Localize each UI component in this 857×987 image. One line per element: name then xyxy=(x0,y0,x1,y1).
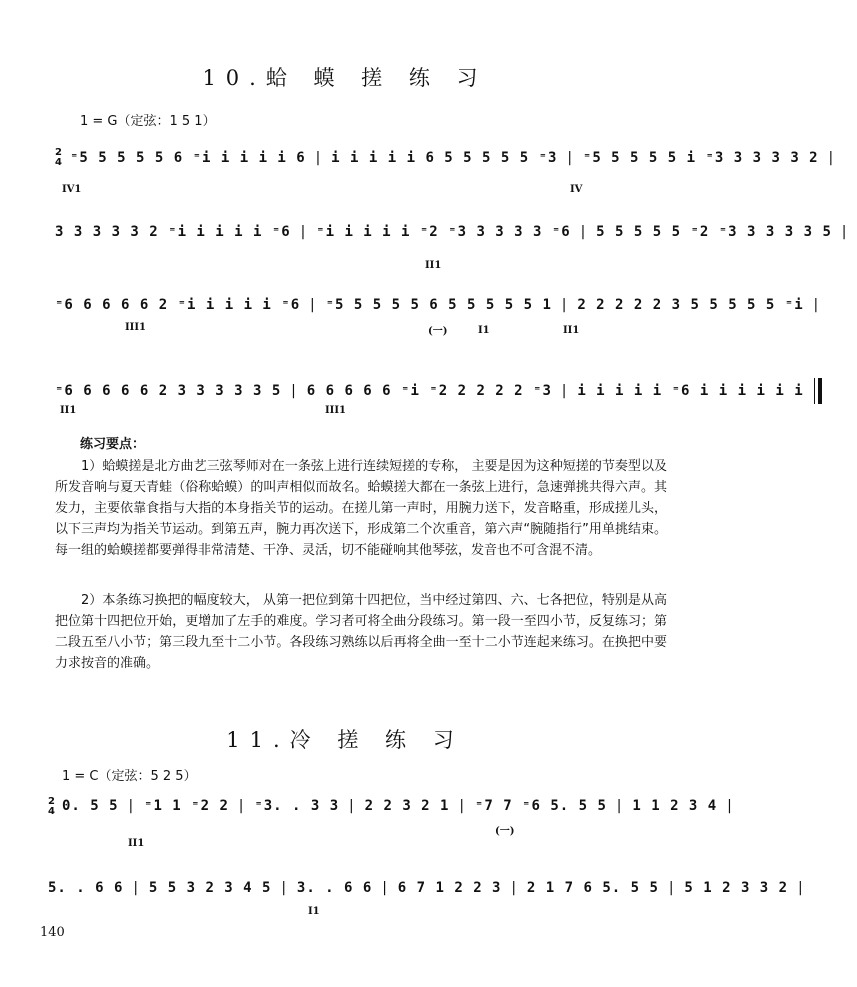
measure: 6 6 6 6 6 ⁼i ⁼2 2 2 2 2 ⁼3 xyxy=(306,383,552,399)
exercise-10-key: 1 = G（定弦：1 5 1） xyxy=(80,114,216,129)
exercise-10-row-1: ⁼5 5 5 5 5 6 ⁼i i i i i 6 | i i i i i 6 5 5 5 5 5 ⁼3 | ⁼5 5 5 5 5 i ⁼3 3 3 3 3 2 | xyxy=(70,150,837,166)
position-mark: II1 xyxy=(563,325,580,336)
exercise-10-row-3: ⁼6 6 6 6 6 2 ⁼i i i i i ⁼6 | ⁼5 5 5 5 5 6 5 5 5 5 5 1 | 2 2 2 2 2 3 5 5 5 5 5 ⁼i | xyxy=(55,297,822,313)
measure: ⁼7 7 ⁼6 5. 5 5 xyxy=(474,798,607,814)
measure: i i i i i 6 5 5 5 5 5 ⁼3 xyxy=(331,150,558,166)
measure: ⁼3. . 3 3 xyxy=(254,798,340,814)
page-number: 140 xyxy=(40,925,65,940)
measure: ⁼5 5 5 5 5 6 5 5 5 5 5 1 xyxy=(325,297,552,313)
position-mark: I1 xyxy=(478,325,490,336)
measure: ⁼6 6 6 6 6 2 ⁼i i i i i ⁼6 xyxy=(55,297,301,313)
measure: 5 1 2 3 3 2 xyxy=(684,880,789,896)
exercise-10-time-signature: 2 4 xyxy=(55,147,62,168)
measure: 5 5 3 2 3 4 5 xyxy=(148,880,272,896)
measure: ⁼1 1 ⁼2 2 xyxy=(144,798,229,814)
measure: 2 1 7 6 5. 5 5 xyxy=(526,880,659,896)
measure: ⁼5 5 5 5 5 6 ⁼i i i i i 6 xyxy=(70,150,306,166)
position-mark: II1 xyxy=(60,405,77,416)
measure: ⁼i i i i i ⁼2 ⁼3 3 3 3 3 ⁼6 xyxy=(316,224,571,240)
measure: 2 2 3 2 1 xyxy=(364,798,450,814)
measure: 6 7 1 2 2 3 xyxy=(397,880,502,896)
exercise-10-row-4: ⁼6 6 6 6 6 2 3 3 3 3 3 5 | 6 6 6 6 6 ⁼i ⁼2 2 2 2 2 ⁼3 | i i i i i ⁼6 i i i i i i xyxy=(55,378,670,404)
measure: 5. . 6 6 xyxy=(48,880,124,896)
position-mark: III1 xyxy=(125,322,146,333)
measure: i i i i i ⁼6 i i i i i i xyxy=(577,383,804,399)
exercise-10-row-2: 3 3 3 3 3 2 ⁼i i i i i ⁼6 | ⁼i i i i i ⁼2 ⁼3 3 3 3 3 ⁼6 | 5 5 5 5 5 ⁼2 ⁼3 3 3 3 3 5 | xyxy=(55,224,850,240)
note-paragraph-2: 2）本条练习换把的幅度较大， 从第一把位到第十四把位，当中经过第四、六、七各把位，特别是从高把位第十四把位开始，更增加了左手的难度。学习者可将全曲分段练习。第一段一至四小节，反复练习；第二段五至八小节；第三段九至十二小节。各段练习熟练以后再将全曲一至十二小节连起来练习。在换把中要力求按音的准确。 xyxy=(55,593,667,671)
measure: ⁼6 6 6 6 6 2 3 3 3 3 3 5 xyxy=(55,383,282,399)
position-mark: IV xyxy=(570,184,583,195)
note-paragraph-1: 1）蛤蟆搓是北方曲艺三弦琴师对在一条弦上进行连续短搓的专称， 主要是因为这种短搓的节奏型以及所发音响与夏天青蛙（俗称蛤蟆）的叫声相似而故名。蛤蟆搓大都在一条弦上进行，急速弹挑共得六声。其发力，主要依靠食指与大指的本身指关节的运动。在搓儿第一声时，用腕力送下，发音略重，形成搓儿头，以下三声均为指关节运动。到第五声，腕力再次送下，形成第二个次重音，第六声“腕随指行”用单挑结束。每一组的蛤蟆搓都要弹得非常清楚、干净、灵活，切不能碰响其他琴弦，发音也不可含混不清。 xyxy=(55,459,667,558)
exercise-11-title: 11.冷 搓 练 习 xyxy=(226,728,464,752)
position-mark: IV1 xyxy=(62,184,82,195)
position-mark: III1 xyxy=(325,405,346,416)
measure: 3. . 6 6 xyxy=(296,880,373,896)
position-mark: (一) xyxy=(428,326,448,337)
exercise-11-row-2: 5. . 6 6 | 5 5 3 2 3 4 5 | 3. . 6 6 | 6 7 1 2 2 3 | 2 1 7 6 5. 5 5 | 5 1 2 3 3 2 | xyxy=(48,880,806,896)
measure: 3 3 3 3 3 2 ⁼i i i i i ⁼6 xyxy=(55,224,291,240)
exercise-11-key: 1 = C（定弦：5 2 5） xyxy=(62,769,197,784)
exercise-10-title: 10.蛤 蟆 搓 练 习 xyxy=(202,66,488,90)
notes-heading: 练习要点： xyxy=(80,437,146,452)
final-barline xyxy=(814,378,822,404)
measure: 1 1 2 3 4 xyxy=(632,798,718,814)
position-mark: (一) xyxy=(495,826,515,837)
position-mark: I1 xyxy=(308,906,320,917)
measure: ⁼5 5 5 5 5 i ⁼3 3 3 3 3 2 xyxy=(582,150,819,166)
measure: 0. 5 5 xyxy=(62,798,119,814)
measure: 5 5 5 5 5 ⁼2 ⁼3 3 3 3 3 5 xyxy=(596,224,832,240)
position-mark: II1 xyxy=(128,838,145,849)
exercise-11-row-1: 0. 5 5 | ⁼1 1 ⁼2 2 | ⁼3. . 3 3 | 2 2 3 2 1 | ⁼7 7 ⁼6 5. 5 5 | 1 1 2 3 4 | xyxy=(62,798,735,814)
measure: 2 2 2 2 2 3 5 5 5 5 5 ⁼i xyxy=(577,297,804,313)
position-mark: II1 xyxy=(425,260,442,271)
exercise-11-time-signature: 2 4 xyxy=(48,796,55,817)
